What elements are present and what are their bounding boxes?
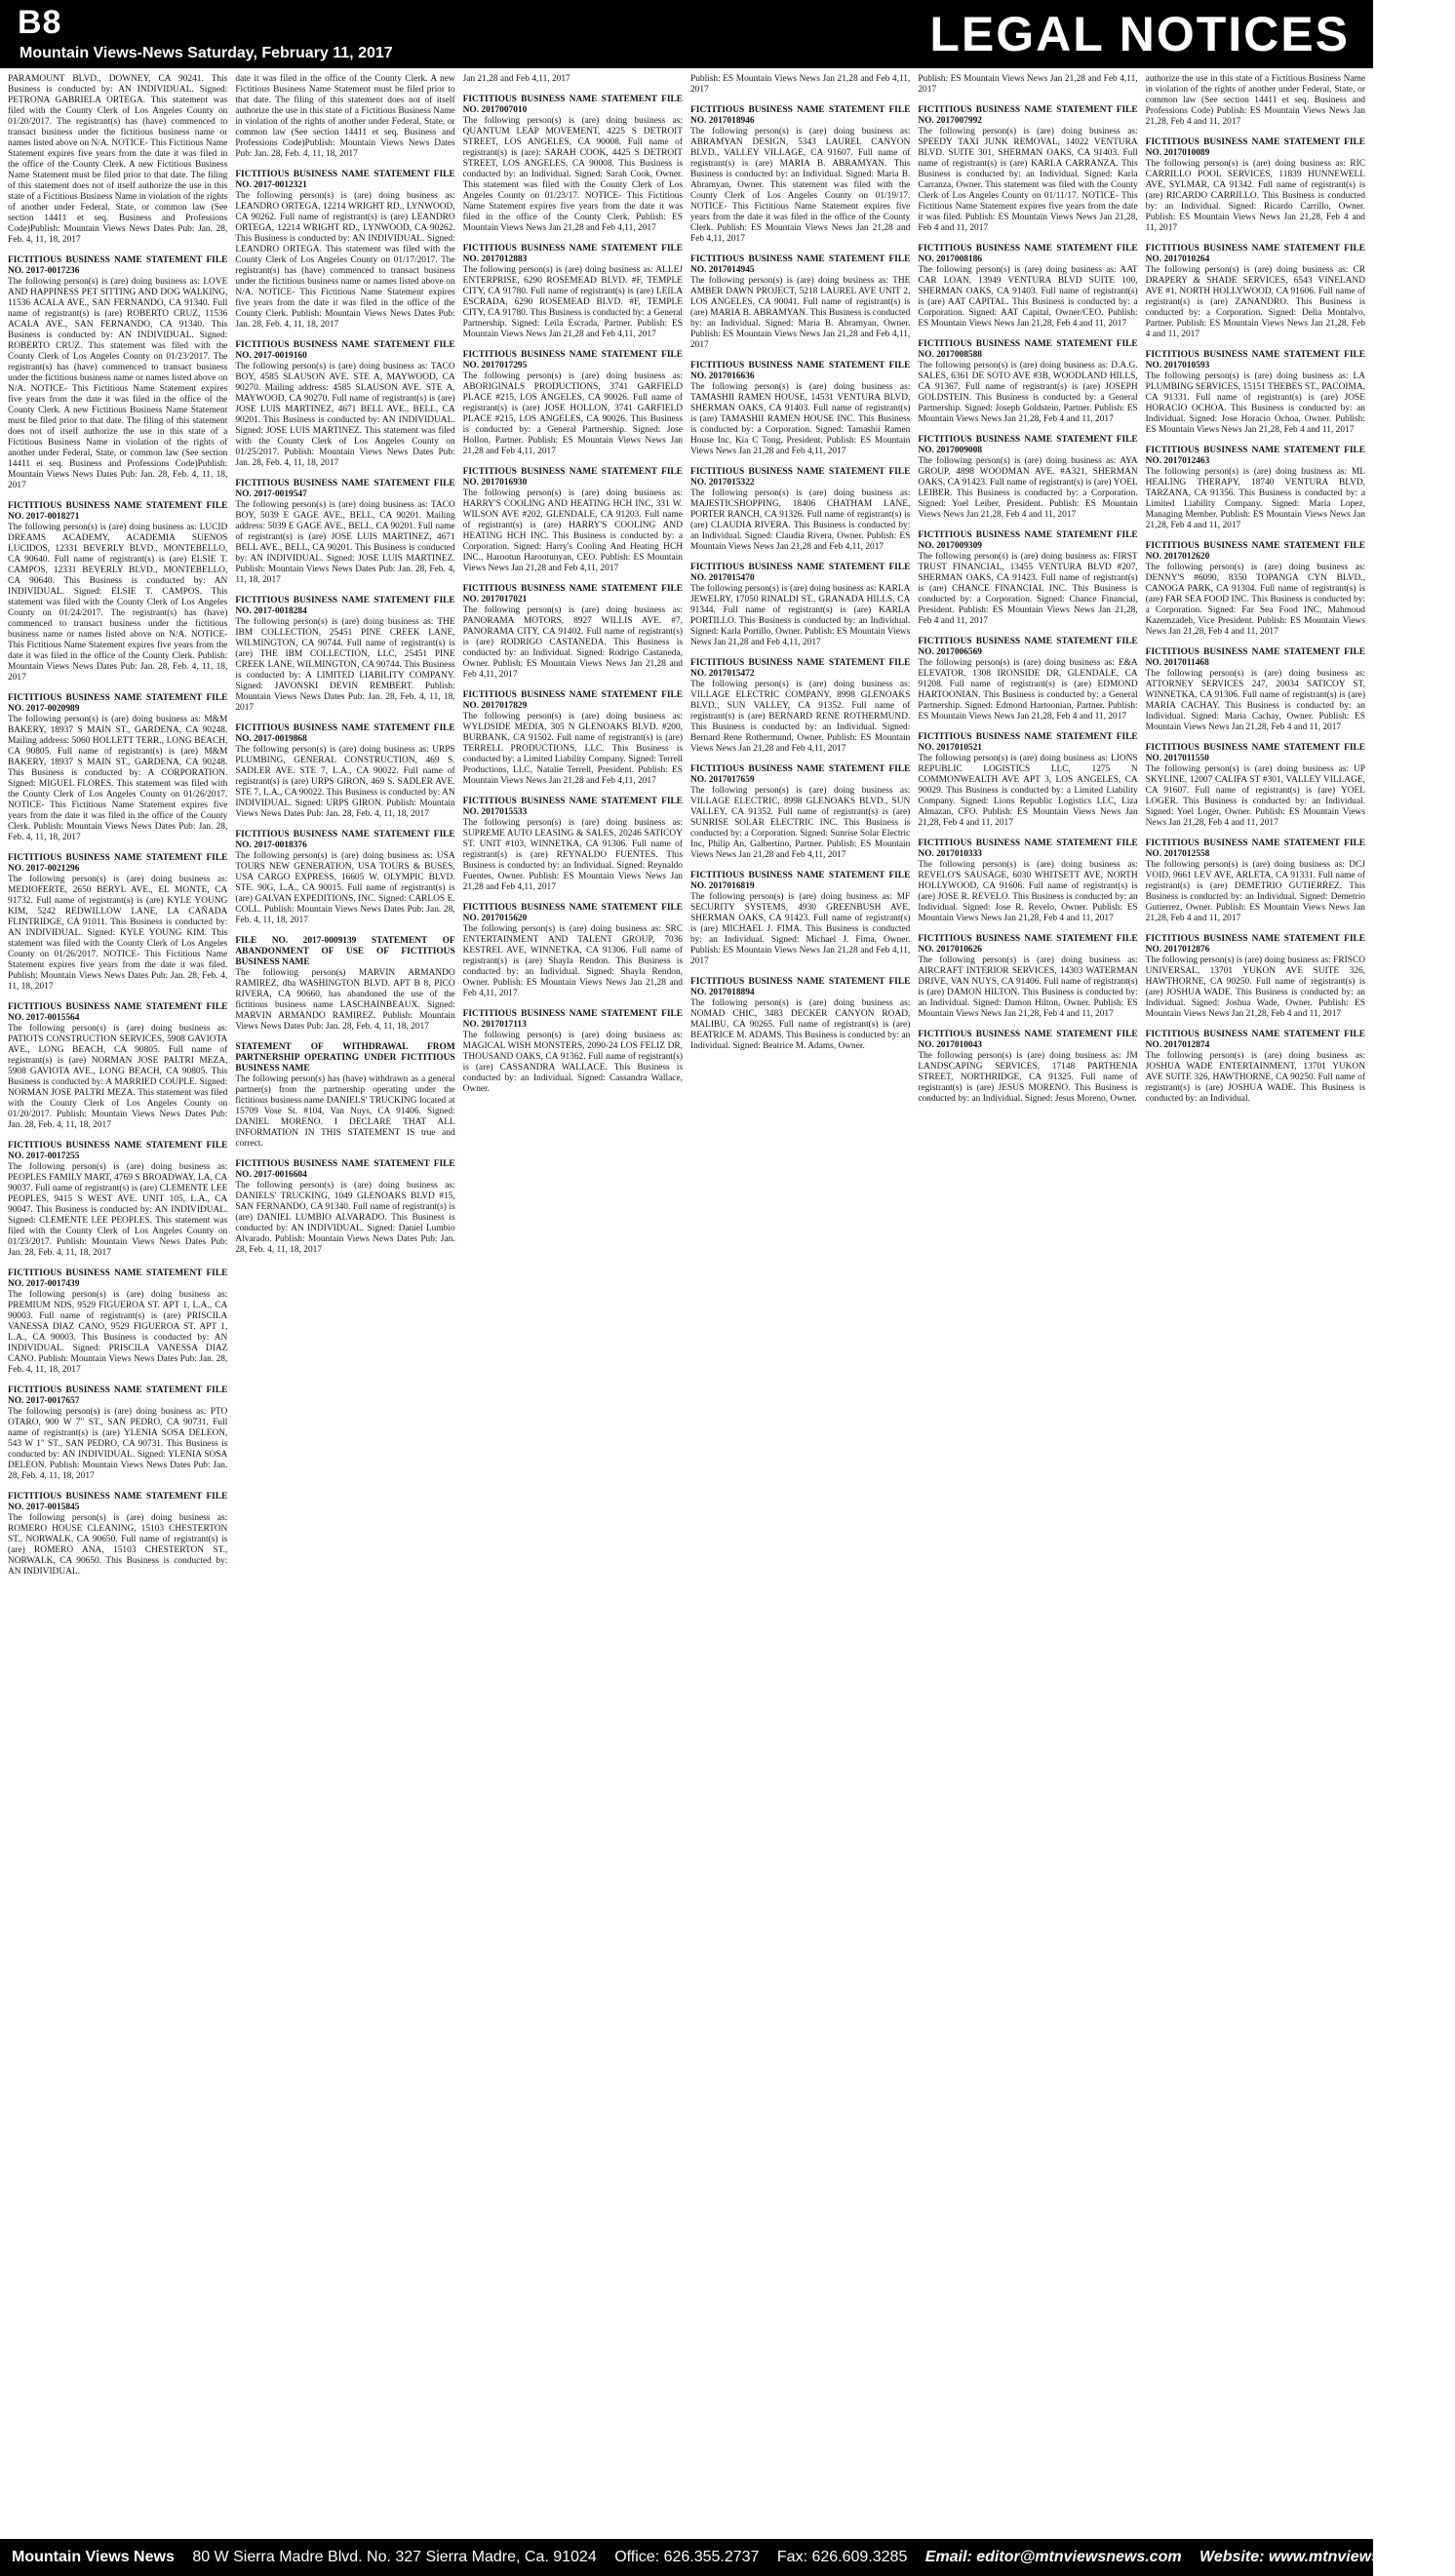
legal-notice: [8, 1141, 227, 1259]
notice-title: FICTITIOUS BUSINESS NAME STATEMENT FILE NO. 2017017659: [689, 764, 911, 785]
notice-title: FICTITIOUS BUSINESS NAME STATEMENT FILE NO. 2017007010: [462, 95, 683, 115]
legal-notice: [8, 74, 227, 246]
notice-body: The following person(s) is (are) doing business as: FRISCO UNIVERSAL, 13701 YUKON AVE SUITE 326, HAWTHORNE, CA 90250. Full name of registrant(s) is (are) JOSHUA WADE. This Business is conducted by: an Individual. Signed: Joshua Wade, Owner. Publish: ES Mountain Views News Jan 21,28, Feb 4 and 11, 2017: [1145, 956, 1365, 1019]
notice-body: The following person(s) is (are) doing business as: PTO OTARO, 900 W 7" ST., SAN PEDRO, CA 90731. Full name of registrant(s) is (are) YLENIA SOSA DELEON, 543 W 1" ST., SAN PEDRO, CA 90731. This Business is conducted by: AN INDIVIDUAL. Signed: YLENIA SOSA DELEON. Publish: Mountain Views News Dates Pub: Jan. 28, Feb. 4, 11, 18, 2017: [8, 1407, 228, 1481]
legal-notice: [463, 1009, 683, 1095]
notice-body: The following person(s) is (are) doing business as: KARLA JEWELRY, 17050 RINALDI ST., GRANADA HILLS, CA 91344. Full name of registrant(s) is (are) KARLA PORTILLO. This Business is conducted by: an Individual. Signed: Karla Portillo, Owner. Publish: ES Mountain Views News Jan 21,28 and Feb 4,11, 2017: [689, 584, 911, 647]
page-footer: [0, 2539, 1455, 2576]
notice-title: FICTITIOUS BUSINESS NAME STATEMENT FILE NO. 2017017113: [462, 1009, 683, 1030]
notice-body: The following person(s) has (have) withdrawn as a general partner(s) from the partnership operating under the fictitious business name DANIELS' TRUCKING located at 15709 Vose St. #104, Van Nuys, CA 91406. Signed: DANIEL MORENO. I DECLARE THAT ALL INFORMATION IN THIS STATEMENT IS true and correct.: [235, 1074, 455, 1149]
notice-body: The following person(s) is (are) doing business as: ML HEALING THERAPY, 18740 VENTURA BLVD, TARZANA, CA 91356. This Business is conducted by: a Limited Liability Company. Signed: Maria Lopez, Managing Member. Publish: ES Mountain Views News Jan 21,28, Feb 4 and 11, 2017: [1145, 467, 1365, 530]
notice-title: FICTITIOUS BUSINESS NAME STATEMENT FILE NO. 2017018894: [689, 977, 911, 997]
legal-notice: [8, 1386, 227, 1482]
notice-title: FICTITIOUS BUSINESS NAME STATEMENT FILE NO. 2017-0015564: [8, 1002, 228, 1023]
notice-title: FICTITIOUS BUSINESS NAME STATEMENT FILE NO. 2017016636: [689, 361, 911, 381]
notice-body: The following person(s) is (are) doing business as: URPS PLUMBING, GENERAL CONSTRUCTION, 469 S. SADLER AVE. STE 7, L.A., CA 90022. Full name of registrant(s) is (are) URPS GIRON, 469 S. SADLER AVE. STE 7, L.A., CA 90022. This Business is conducted by: AN INDIVIDUAL. Signed: URPS GIRON. Publish: Mountain Views News Dates Pub: Jan. 28, Feb. 4, 11, 18, 2017: [235, 745, 455, 819]
footer-address: 80 W Sierra Madre Blvd. No. 327 Sierra Madre, Ca. 91024: [192, 2549, 597, 2565]
legal-notice: [463, 244, 683, 340]
notice-column: [235, 74, 454, 2527]
notice-body: The following person(s) is (are) doing business as: USA TOURS NEW GENERATION, USA TOURS & BUSES, USA CARGO EXPRESS, 16605 W. OLYMPIC BLVD. STE. 90G, L.A., CA 90015. Full name of registrant(s) is (are) GALVAN EXPEDITIONS, INC. Signed: CARLOS E. COLL. Publish: Mountain Views News Dates Pub: Jan. 28, Feb. 4, 11, 18, 2017: [235, 851, 455, 925]
page-number: B8: [18, 4, 62, 41]
notice-title: FICTITIOUS BUSINESS NAME STATEMENT FILE NO. 2017015322: [689, 467, 911, 488]
notice-title: FICTITIOUS BUSINESS NAME STATEMENT FILE NO. 2017009008: [918, 435, 1138, 455]
legal-notice: [690, 254, 910, 351]
legal-notice: [1146, 244, 1365, 340]
notice-title: FICTITIOUS BUSINESS NAME STATEMENT FILE NO. 2017-0017236: [8, 255, 228, 276]
legal-notice: [1146, 541, 1365, 638]
notice-body: The following person(s) is (are) doing business as: REVELO'S SAUSAGE, 6030 WHITSETT AVE, NORTH HOLLYWOOD, CA 91606. Full name of registrant(s) is (are) JOSE R. REVELO. This Business is conducted by: an Individual. Signed: Jose R. Revelo, Owner. Publish: ES Mountain Views News Jan 21,28, Feb 4 and 11, 2017: [918, 860, 1138, 923]
notice-title: FICTITIOUS BUSINESS NAME STATEMENT FILE NO. 2017010521: [918, 732, 1138, 753]
notice-title: FICTITIOUS BUSINESS NAME STATEMENT FILE NO. 2017017295: [462, 350, 683, 371]
legal-notice: [463, 95, 683, 234]
notice-column: [690, 74, 910, 2527]
page-header: [0, 0, 1373, 68]
notice-body: The following person(s) is (are) doing business as: TACO BOY, 5039 E GAGE AVE., BELL, CA 90201. Mailing address: 5039 E GAGE AVE., BELL, CA 90201. Full name of registrant(s) is (are) JOSE LUIS MARTINEZ, 4671 BELL AVE., BELL, CA 90201. This Business is conducted by: AN INDIVIDUAL. Signed: JOSE LUIS MARTINEZ. Publish: Mountain Views News Dates Pub: Jan. 28, Feb. 4, 11, 18, 2017: [235, 500, 455, 585]
notice-title: FICTITIOUS BUSINESS NAME STATEMENT FILE NO. 2017016930: [462, 467, 683, 488]
legal-notice: [918, 839, 1137, 924]
legal-notice: [918, 1030, 1137, 1105]
notice-body: authorize the use in this state of a Fictitious Business Name in violation of the rights of another under Federal, State, or common law (See section 14411 et seq. Business and Professions Code) Publish: ES Mountain Views News Jan 21,28, Feb 4 and 11, 2017: [1145, 74, 1365, 127]
notice-body: The following person(s) is (are) doing business as: CR DRAPERY & SHADE SERVICES, 6543 VINELAND AVE #1, NORTH HOLLYWOOD, CA 91606. Full name of registrant(s) is (are) ZANANDRO. This Business is conducted by: a Corporation. Signed: Delia Montalvo, Partner. Publish: ES Mountain Views News Jan 21,28, Feb 4 and 11, 2017: [1145, 265, 1365, 339]
notice-body: The following person(s) is (are) doing business as: LEANDRO ORTEGA, 12214 WRIGHT RD., LYNWOOD, CA 90262. Full name of registrant(s) is (are) LEANDRO ORTEGA, 12214 WRIGHT RD., LYNWOOD, CA 90262. This Business is conducted by: AN INDIVIDUAL. Signed: LEANDRO ORTEGA. This statement was filed with the County Clerk of Los Angeles County on 01/17/2017. The registrant(s) has (have) commenced to transact business under the fictitious business name or names listed above on N/A. NOTICE- This Fictitious Name Statement expires five years from the date it was filed in the office of the County Clerk. Publish: Mountain Views News Dates Pub: Jan. 28, Feb. 4, 11, 18, 2017: [235, 191, 455, 330]
notice-title: FICTITIOUS BUSINESS NAME STATEMENT FILE NO. 2017012463: [1145, 446, 1365, 466]
legal-notice: [690, 105, 910, 245]
notice-title: FICTITIOUS BUSINESS NAME STATEMENT FILE NO. 2017-0019160: [235, 340, 455, 361]
legal-notice: [235, 830, 454, 926]
notice-body: The following person(s) is (are) doing business as: M&M BAKERY, 18937 S MAIN ST., GARDENA, CA 90248. Mailing address: 5060 HOLLETT TERR., LONG BEACH, CA 90805. Full name of registrant(s) is (are) M&M BAKERY, 18937 S MAIN ST., GARDENA, CA 90248. This Business is conducted by: A CORPORATION. Signed: MIGUEL FLORES. This statement was filed with the County Clerk of Los Angeles County on 01/26/2017. NOTICE- This Fictitious Name Statement expires five years from the date it was filed in the office of the County Clerk. Publish: Mountain Views News Dates Pub: Jan. 28, Feb. 4, 11, 18, 2017: [8, 715, 228, 842]
notice-body: The following person(s) is (are) doing business as: PREMIUM NDS, 9529 FIGUEROA ST. APT 1, L.A., CA 90003. Full name of registrant(s) is (are) PRISCILA VANESSA DIAZ CANO, 9529 FIGUEROA ST. APT 1, L.A., CA 90003. This Business is conducted by: AN INDIVIDUAL. Signed: PRISCILA VANESSA DIAZ CANO. Publish: Mountain Views News Dates Pub: Jan. 28, Feb. 4, 11, 18, 2017: [8, 1290, 228, 1375]
notice-title: FICTITIOUS BUSINESS NAME STATEMENT FILE NO. 2017015533: [462, 797, 683, 817]
notice-body: The following person(s) is (are) doing business as: AAT CAR LOAN, 13949 VENTURA BLVD SUITE 100, SHERMAN OAKS, CA 91403. Full name of registrant(s) is (are) AAT CAPITAL. This Business is conducted by: a Corporation. Signed: AAT Capital, Owner/CEO. Publish: ES Mountain Views News Jan 21,28, Feb 4 and 11, 2017: [918, 265, 1138, 329]
legal-notice: [918, 435, 1137, 521]
notice-body: The following person(s) is (are) doing business as: JOSHUA WADE ENTERTAINMENT, 13701 YUKON AVE SUITE 326, HAWTHORNE, CA 90250. Full name of registrant(s) is (are) JOSHUA WADE. This Business is conducted by: an Individual.: [1145, 1051, 1365, 1104]
notice-body: The following person(s) is (are) doing business as: AYA GROUP, 4898 WOODMAN AVE. #A321, SHERMAN OAKS, CA 91423. Full name of registrant(s) is (are) YOEL LEIBER. This Business is conducted by: a Corporation. Signed: Yoel Leiber, President. Publish: ES Mountain Views News Jan 21,28, Feb 4 and 11, 2017: [918, 456, 1138, 520]
legal-notice: [918, 732, 1137, 829]
notice-title: FICTITIOUS BUSINESS NAME STATEMENT FILE NO. 2017007992: [918, 105, 1138, 126]
notice-body: The following person(s) is (are) doing business as: LA PLUMBING SERVICES, 15151 THEBES ST., PACOIMA, CA 91331. Full name of registrant(s) is (are) JOSE HORACIO OCHOA. This Business is conducted by: an Individual. Signed: Jose Horacio Ochoa, Owner. Publish: ES Mountain Views News Jan 21,28, Feb 4 and 11, 2017: [1145, 371, 1365, 435]
notice-title: FICTITIOUS BUSINESS NAME STATEMENT FILE NO. 2017016819: [689, 871, 911, 891]
notice-title: FICTITIOUS BUSINESS NAME STATEMENT FILE NO. 2017014945: [689, 254, 911, 275]
footer-email: Email: editor@mtnviewsnews.com: [924, 2549, 1182, 2565]
notice-title: FICTITIOUS BUSINESS NAME STATEMENT FILE NO. 2017017829: [462, 690, 683, 711]
legal-notice: [235, 170, 454, 331]
legal-notice: [918, 74, 1137, 96]
footer-office-phone: Office: 626.355.2737: [614, 2549, 760, 2565]
notice-body: The following person(s) is (are) doing business as: TACO BOY, 4585 SLAUSON AVE. STE A, MAYWOOD, CA 90270. Mailing address: 4585 SLAUSON AVE. STE A, MAYWOOD, CA 90270. Full name of registrant(s) is (are) JOSE LUIS MARTINEZ, 4671 BELL AVE., BELL, CA 90201. This Business is conducted by: AN INDIVIDUAL. Signed: JOSE LUIS MARTINEZ. This statement was filed with the County Clerk of Los Angeles County on 01/25/2017. Publish: Mountain Views News Dates Pub: Jan. 28, Feb. 4, 11, 18, 2017: [235, 362, 455, 468]
notice-title: FICTITIOUS BUSINESS NAME STATEMENT FILE NO. 2017-0012321: [235, 170, 455, 190]
legal-notice-columns: [8, 74, 1365, 2527]
notice-body: The following person(s) is (are) doing business as: UP SKYLINE, 12007 CALIFA ST #301, VALLEY VILLAGE, CA 91607. Full name of registrant(s) is (are) YOEL LOGER. This Business is conducted by: an Individual. Signed: Yoel Loger, Owner. Publish: ES Mountain Views News Jan 21,28, Feb 4 and 11, 2017: [1145, 764, 1365, 828]
notice-title: FICTITIOUS BUSINESS NAME STATEMENT FILE NO. 2017-0021296: [8, 853, 228, 874]
notice-body: The following person(s) is (are) doing business as: RIC CARRILLO POOL SERVICES, 11839 HUNNEWELL AVE, SYLMAR, CA 91342. Full name of registrant(s) is (are) RICARDO CARRILLO. This Business is conducted by: an Individual. Signed: Ricardo Carrillo, Owner. Publish: ES Mountain Views News Jan 21,28, Feb 4 and 11, 2017: [1145, 159, 1365, 233]
notice-body: The following person(s) MARVIN ARMANDO RAMIREZ, dba WASHINGTON BLVD. APT B 8, PICO RIVERA, CA 90660, has abandoned the use of the fictitious business name LASCHAINBEAUX. Signed: MARVIN ARMANDO RAMIREZ. Publish: Mountain Views News Dates Pub: Jan. 28, Feb. 4, 11, 18, 2017: [235, 968, 455, 1032]
notice-body: The following person(s) is (are) doing business as: HARRY'S COOLING AND HEATING HCH INC, 331 W. WILSON AVE #202, GLENDALE, CA 91203. Full name of registrant(s) is (are) HARRY'S COOLING AND HEATING HCH INC. This Business is conducted by: a Corporation. Signed: Harry's Cooling And Heating HCH INC., Harootun Harootunyan, CEO. Publish: ES Mountain Views News Jan 21,28 and Feb 4,11, 2017: [462, 488, 683, 573]
notice-title: FICTITIOUS BUSINESS NAME STATEMENT FILE NO. 2017018946: [689, 105, 911, 126]
notice-body: The following person(s) is (are) doing business as: DCJ VOID, 9661 LEV AVE, ARLETA, CA 91331. Full name of registrant(s) is (are) DEMETRIO GUTIERREZ. This Business is conducted by: an Individual. Signed: Demetrio Gutierrez, Owner. Publish: ES Mountain Views News Jan 21,28, Feb 4 and 11, 2017: [1145, 860, 1365, 923]
notice-title: FICTITIOUS BUSINESS NAME STATEMENT FILE NO. 2017-0015845: [8, 1492, 228, 1512]
notice-body: The following person(s) is (are) doing business as: MEDIOFERTE, 2650 BERYL AVE., EL MONTE, CA 91732. Full name of registrant(s) is (are) KYLE YOUNG KIM, 5242 REDWILLOW LANE, LA CAÑADA FLINTRIDGE, CA 91011. This Business is conducted by: AN INDIVIDUAL. Signed: KYLE YOUNG KIM. This statement was filed with the County Clerk of Los Angeles County on 01/26/2017. NOTICE- This Fictitious Name Statement expires five years from the date it was filed. Publish: Mountain Views News Dates Pub: Jan. 28, Feb. 4, 11, 18, 2017: [8, 875, 228, 992]
notice-body: The following person(s) is (are) doing business as: D.A.G. SALES, 6361 DE SOTO AVE #3B, WOODLAND HILLS, CA 91367. Full name of registrant(s) is (are) JOSEPH GOLDSTEIN. This Business is conducted by: a General Partnership. Signed: Joseph Goldstein, Partner. Publish: ES Mountain Views News Jan 21,28, Feb 4 and 11, 2017: [918, 361, 1138, 424]
footer-website: Website: www.mtnviewsnews.com: [1199, 2549, 1455, 2565]
notice-body: The following person(s) is (are) doing business as: THE AMBER DAWN PROJECT, 5218 LAUREL AVE UNIT 2, LOS ANGELES, CA 90041. Full name of registrant(s) is (are) MARIA B. ABRAMYAN. This Business is conducted by: an Individual. Signed: Maria B. Abramyan, Owner. Publish: ES Mountain Views News Jan 21,28 and Feb 4,11, 2017: [689, 276, 911, 350]
legal-notice: [463, 690, 683, 787]
legal-notice: [690, 977, 910, 1052]
notice-title: FICTITIOUS BUSINESS NAME STATEMENT FILE NO. 2017-0019547: [235, 479, 455, 499]
notice-body: The following person(s) is (are) doing business as: DANIELS' TRUCKING, 1049 GLENOAKS BLVD #15, SAN FERNANDO, CA 91340. Full name of registrant(s) is (are) DANIEL LUMBIO ALVARADO. This Business is conducted by: AN INDIVIDUAL. Signed: Daniel Lumbio Alvarado. Publish: Mountain Views News Dates Pub: Jan. 28, Feb. 4, 11, 18, 2017: [235, 1181, 455, 1255]
legal-notice: [1146, 647, 1365, 733]
notice-body: The following person(s) is (are) doing business as: ABORIGINALS PRODUCTIONS, 3741 GARFIELD PLACE #215, LOS ANGELES, CA 90026. Full name of registrant(s) is (are) JOSE HOLLON, 3741 GARFIELD PLACE #215, LOS ANGELES, CA 90026. This Business is conducted by: a General Partnership. Signed: Jose Hollon, Partner. Publish: ES Mountain Views News Jan 21,28 and Feb 4,11, 2017: [462, 371, 683, 456]
notice-title: FICTITIOUS BUSINESS NAME STATEMENT FILE NO. 2017011468: [1145, 647, 1365, 668]
notice-body: The following person(s) is (are) doing business as: ABRAMYAN DESIGN, 5343 LAUREL CANYON BLVD., VALLEY VILLAGE, CA 91607. Full name of registrant(s) is (are) MARIA B. ABRAMYAN. This Business is conducted by: an Individual. Signed: Maria B. Abramyan, Owner. This statement was filed with the County Clerk of Los Angeles County on 01/19/17. NOTICE- This Fictitious Name Statement expires five years from the date it was filed in the office of the County Clerk. Publish: ES Mountain Views News Jan 21,28 and Feb 4,11, 2017: [689, 127, 911, 244]
notice-title: FICTITIOUS BUSINESS NAME STATEMENT FILE NO. 2017009309: [918, 530, 1138, 551]
legal-notice: [1146, 74, 1365, 128]
notice-column: [1146, 74, 1365, 2527]
publication-date-line: Mountain Views-News Saturday, February 11, 2017: [20, 45, 393, 61]
legal-notice: [690, 563, 910, 648]
legal-notice: [235, 340, 454, 469]
notice-title: FICTITIOUS BUSINESS NAME STATEMENT FILE NO. 2017010626: [918, 934, 1138, 955]
notice-title: FICTITIOUS BUSINESS NAME STATEMENT FILE NO. 2017-0017657: [8, 1386, 228, 1406]
notice-title: FICTITIOUS BUSINESS NAME STATEMENT FILE NO. 2017015620: [462, 903, 683, 923]
notice-body: The following person(s) is (are) doing business as: SPEEDY TAXI JUNK REMOVAL, 14022 VENTURA BLVD. SUITE 301, SHERMAN OAKS, CA 91403. Full name of registrant(s) is (are) KARLA CARRANZA. This Business is conducted by: an Individual. Signed: Karla Carranza, Owner. This statement was filed with the County Clerk of Los Angeles County on 01/11/17. NOTICE- This Fictitious Name Statement expires five years from the date it was filed. Publish: ES Mountain Views News Jan 21,28, Feb 4 and 11, 2017: [918, 127, 1138, 233]
legal-notice: [8, 1492, 227, 1578]
legal-notice: [918, 934, 1137, 1020]
notice-column: [918, 74, 1137, 2527]
notice-title: FICTITIOUS BUSINESS NAME STATEMENT FILE NO. 2017-0016604: [235, 1159, 455, 1180]
footer-fax: Fax: 626.609.3285: [776, 2549, 908, 2565]
legal-notice: [8, 501, 227, 683]
legal-notice: [235, 1159, 454, 1256]
legal-notice: [918, 244, 1137, 330]
notice-body: The following person(s) is (are) doing business as: MAJESTICSHOPPING, 18406 CHATHAM LANE, PORTER RANCH, CA 91326. Full name of registrant(s) is (are) CLAUDIA RIVERA. This Business is conducted by: an Individual. Signed: Claudia Rivera, Owner. Publish: ES Mountain Views News Jan 21,28 and Feb 4,11, 2017: [689, 488, 911, 552]
legal-notice: [1146, 934, 1365, 1020]
legal-notice: [8, 693, 227, 843]
notice-title: FICTITIOUS BUSINESS NAME STATEMENT FILE NO. 2017012558: [1145, 839, 1365, 859]
legal-notice: [918, 530, 1137, 627]
legal-notice: [1146, 137, 1365, 234]
notice-title: FICTITIOUS BUSINESS NAME STATEMENT FILE NO. 2017010593: [1145, 350, 1365, 371]
legal-notice: [463, 74, 683, 85]
legal-notice: [463, 797, 683, 893]
legal-notice: [918, 637, 1137, 722]
notice-title: FICTITIOUS BUSINESS NAME STATEMENT FILE NO. 2017012876: [1145, 934, 1365, 955]
legal-notice: [690, 74, 910, 96]
footer-publication: Mountain Views News: [12, 2549, 175, 2565]
legal-notice: [8, 1002, 227, 1131]
notice-title: FICTITIOUS BUSINESS NAME STATEMENT FILE NO. 2017-0019868: [235, 723, 455, 744]
notice-title: STATEMENT OF WITHDRAWAL FROM PARTNERSHIP OPERATING UNDER FICTITIOUS BUSINESS NAME: [235, 1042, 455, 1073]
legal-notice: [235, 936, 454, 1033]
notice-body: The following person(s) is (are) doing business as: FIRST TRUST FINANCIAL, 13455 VENTURA BLVD #207, SHERMAN OAKS, CA 91423. Full name of registrant(s) is (are) CHANCE FINANCIAL INC. This Business is conducted by: a Corporation. Signed: Chance Financial, President. Publish: ES Mountain Views News Jan 21,28, Feb 4 and 11, 2017: [918, 552, 1138, 626]
notice-title: FICTITIOUS BUSINESS NAME STATEMENT FILE NO. 2017012883: [462, 244, 683, 264]
notice-column: [8, 74, 227, 2527]
legal-notice: [1146, 743, 1365, 829]
legal-notice: [463, 350, 683, 457]
notice-body: The following person(s) is (are) doing business as: PANORAMA MOTORS, 8927 WILLIS AVE. #7, PANORAMA CITY, CA 91402. Full name of registrant(s) is (are) RODRIGO CASTANEDA. This Business is conducted by: an Individual. Signed: Rodrigo Castaneda, Owner. Publish: ES Mountain Views News Jan 21,28 and Feb 4,11, 2017: [462, 605, 683, 680]
notice-title: FICTITIOUS BUSINESS NAME STATEMENT FILE NO. 2017012620: [1145, 541, 1365, 562]
notice-body: The following person(s) is (are) doing business as: ALLEJ ENTERPRISE, 6290 ROSEMEAD BLVD. #F, TEMPLE CITY, CA 91780. Full name of registrant(s) is (are) LEILA ESCRADA, 6290 ROSEMEAD BLVD. #F, TEMPLE CITY, CA 91780. This Business is conducted by: a General Partnership. Signed: Leila Escrada, Partner. Publish: ES Mountain Views News Jan 21,28 and Feb 4,11, 2017: [462, 265, 683, 339]
notice-body: The following person(s) is (are) doing business as: JM LANDSCAPING SERVICES, 17148 PARTHENIA STREET, NORTHRIDGE, CA 91325. Full name of registrant(s) is (are) JESUS MORENO. This Business is conducted by: an Individual. Signed: Jesus Moreno, Owner.: [918, 1051, 1138, 1104]
notice-column: [463, 74, 683, 2527]
section-title: LEGAL NOTICES: [929, 7, 1350, 61]
notice-title: FICTITIOUS BUSINESS NAME STATEMENT FILE NO. 2017-0017255: [8, 1141, 228, 1161]
notice-title: FICTITIOUS BUSINESS NAME STATEMENT FILE NO. 2017-0018271: [8, 501, 228, 522]
legal-notice: [690, 467, 910, 553]
notice-body: The following person(s) is (are) doing business as: NOMAD CHIC, 3483 DECKER CANYON ROAD, MALIBU, CA 90265. Full name of registrant(s) is (are) BEATRICE M. ADAMS. This Business is conducted by: an Individual. Signed: Beatrice M. Adams, Owner.: [689, 998, 911, 1051]
notice-body: The following person(s) is (are) doing business as: ROMERO HOUSE CLEANING, 15103 CHESTERTON ST., NORWALK, CA 90650. Full name of registrant(s) is (are) ROMERO ANA, 15103 CHESTERTON ST., NORWALK, CA 90650. This Business is conducted by: AN INDIVIDUAL.: [8, 1513, 228, 1577]
notice-body: The following person(s) is (are) doing business as: THE IBM COLLECTION, 25451 PINE CREEK LANE, WILMINGTON, CA 90744. Full name of registrant(s) is (are) THE IBM COLLECTION, LLC, 25451 PINE CREEK LANE, WILMINGTON, CA 90744. This Business is conducted by: A LIMITED LIABILITY COMPANY. Signed: JAVONSKI DEVIN REMBERT. Publish: Mountain Views News Dates Pub: Jan. 28, Feb. 4, 11, 18, 2017: [235, 617, 455, 713]
notice-title: FILE NO. 2017-0009139 STATEMENT OF ABANDONMENT OF USE OF FICTITIOUS BUSINESS NAME: [235, 936, 455, 967]
legal-notice: [1146, 1030, 1365, 1105]
notice-body: The following person(s) is (are) doing business as: E&A ELEVATOR, 1308 IRONSIDE DR, GLENDALE, CA 91208. Full name of registrant(s) is (are) EDMOND HARTOONIAN. This Business is conducted by: a General Partnership. Signed: Edmond Hartoonian, Partner. Publish: ES Mountain Views News Jan 21,28, Feb 4 and 11, 2017: [918, 658, 1138, 722]
legal-notice: [235, 74, 454, 160]
notice-body: The following person(s) is (are) doing business as: LUCID DREAMS ACADEMY, ACADEMIA SUENOS LUCIDOS, 12331 BEVERLY BLVD., MONTEBELLO, CA 90640. Full name of registrant(s) is (are) ELSIE T. CAMPOS, 12331 BEVERLY BLVD., MONTEBELLO, CA 90640. This Business is conducted by: AN INDIVIDUAL. Signed: ELSIE T. CAMPOS. This statement was filed with the County Clerk of Los Angeles County on 01/24/2017. The registrant(s) has (have) commenced to transact business under the fictitious business name or names listed above on N/A. NOTICE- This Fictitious Name Statement expires five years from the date it was filed in the office of the County Clerk. Publish: Mountain Views News Dates Pub: Jan. 28, Feb. 4, 11, 18, 2017: [8, 523, 228, 683]
notice-title: FICTITIOUS BUSINESS NAME STATEMENT FILE NO. 2017010043: [918, 1030, 1138, 1050]
notice-body: Publish: ES Mountain Views News Jan 21,28 and Feb 4,11, 2017: [918, 74, 1138, 95]
notice-title: FICTITIOUS BUSINESS NAME STATEMENT FILE NO. 2017011550: [1145, 743, 1365, 763]
legal-notice: [1146, 350, 1365, 436]
legal-notice: [1146, 839, 1365, 924]
notice-body: Jan 21,28 and Feb 4,11, 2017: [462, 74, 570, 84]
notice-title: FICTITIOUS BUSINESS NAME STATEMENT FILE NO. 2017015470: [689, 563, 911, 583]
notice-body: The following person(s) is (are) doing business as: WYLDSIDE MEDIA, 305 N GLENOAKS BLVD. #200, BURBANK, CA 91502. Full name of registrant(s) is (are) TERRELL PRODUCTIONS, LLC. This Business is conducted by: a Limited Liability Company. Signed: Terrell Productions, LLC, Natalie Terrell, President. Publish: ES Mountain Views News Jan 21,28 and Feb 4,11, 2017: [462, 712, 683, 786]
notice-body: The following person(s) is (are) doing business as: VILLAGE ELECTRIC COMPANY, 8998 GLENOAKS BLVD., SUN VALLEY, CA 91352. Full name of registrant(s) is (are) BERNARD RENE ROTHERMUND. This Business is conducted by: an Individual. Signed: Bernard Rene Rothermund, Owner. Publish: ES Mountain Views News Jan 21,28 and Feb 4,11, 2017: [689, 680, 911, 754]
legal-notice: [463, 467, 683, 574]
legal-notice: [918, 105, 1137, 234]
notice-body: Publish: ES Mountain Views News Jan 21,28 and Feb 4,11, 2017: [689, 74, 911, 95]
notice-body: date it was filed in the office of the County Clerk. A new Fictitious Business Name Statement must be filed prior to that date. The filing of this statement does not of itself authorize the use in this state of a Fictitious Business Name in violation of the rights of another under Federal, State, or common law (See section 14411 et seq. Business and Professions Code)Publish: Mountain Views News Dates Pub: Jan. 28, Feb. 4, 11, 18, 2017: [235, 74, 455, 159]
legal-notice: [918, 339, 1137, 425]
notice-body: The following person(s) is (are) doing business as: VILLAGE ELECTRIC, 8998 GLENOAKS BLVD., SUN VALLEY, CA 91352. Full name of registrant(s) is (are) SUNRISE SOLAR ELECTRIC INC. This Business is conducted by: a Corporation. Signed: Sunrise Solar Electric Inc, Philip An, Galbertino, Partner. Publish: ES Mountain Views News Jan 21,28 and Feb 4,11, 2017: [689, 786, 911, 860]
notice-body: The following person(s) is (are) doing business as: TAMASHII RAMEN HOUSE, 14531 VENTURA BLVD, SHERMAN OAKS, CA 91403. Full name of registrant(s) is (are) TAMASHII RAMEN HOUSE INC. This Business is conducted by: a Corporation. Signed: Tamashii Ramen House Inc, Kia C Tong, President. Publish: ES Mountain Views News Jan 21,28 and Feb 4,11, 2017: [689, 382, 911, 456]
legal-notice: [235, 723, 454, 820]
legal-notice: [8, 853, 227, 993]
notice-title: FICTITIOUS BUSINESS NAME STATEMENT FILE NO. 2017008186: [918, 244, 1138, 264]
legal-notice: [463, 903, 683, 999]
notice-title: FICTITIOUS BUSINESS NAME STATEMENT FILE NO. 2017017021: [462, 584, 683, 605]
notice-title: FICTITIOUS BUSINESS NAME STATEMENT FILE NO. 2017008588: [918, 339, 1138, 360]
notice-body: The following person(s) is (are) doing business as: ATTORNEY SERVICES 247, 20034 SATICOY ST, WINNETKA, CA 91306. Full name of registrant(s) is (are) MARIA CACHAY. This Business is conducted by: an Individual. Signed: Maria Cachay, Owner. Publish: ES Mountain Views News Jan 21,28, Feb 4 and 11, 2017: [1145, 669, 1365, 732]
notice-title: FICTITIOUS BUSINESS NAME STATEMENT FILE NO. 2017012874: [1145, 1030, 1365, 1050]
notice-body: The following person(s) is (are) doing business as: PATIOTS CONSTRUCTION SERVICES, 5908 GAVIOTA AVE., LONG BEACH, CA 90805. Full name of registrant(s) is (are) NORMAN JOSE PALTRI MEZA, 5908 GAVIOTA AVE., LONG BEACH, CA 90805. This Business is conducted by: A MARRIED COUPLE. Signed: NORMAN JOSE PALTRI MEZA. This statement was filed with the County Clerk of Los Angeles County on 01/20/2017. Publish: Mountain Views News Dates Pub: Jan. 28, Feb. 4, 11, 18, 2017: [8, 1024, 228, 1130]
legal-notice: [690, 361, 910, 457]
notice-title: FICTITIOUS BUSINESS NAME STATEMENT FILE NO. 2017-0018284: [235, 596, 455, 616]
notice-title: FICTITIOUS BUSINESS NAME STATEMENT FILE NO. 2017015472: [689, 658, 911, 679]
notice-title: FICTITIOUS BUSINESS NAME STATEMENT FILE NO. 2017010089: [1145, 137, 1365, 158]
legal-notice: [235, 1042, 454, 1150]
legal-notice: [8, 255, 227, 491]
legal-notice: [8, 1268, 227, 1376]
notice-body: The following person(s) is (are) doing business as: LIONS REPUBLIC LOGISTICS LLC, 1275 N COMMONWEALTH AVE APT 3, LOS ANGELES, CA 90029. This Business is conducted by: a Limited Liability Company. Signed: Lions Republic Logistics LLC, Liza Almazan, CFO. Publish: ES Mountain Views News Jan 21,28, Feb 4 and 11, 2017: [918, 754, 1138, 828]
notice-body: PARAMOUNT BLVD., DOWNEY, CA 90241. This Business is conducted by: AN INDIVIDUAL. Signed: PETRONA GABRIELA ORTEGA. This statement was filed with the County Clerk of Los Angeles County on 01/20/2017. The registrant(s) has (have) commenced to transact business under the fictitious business name or names listed above on N/A. NOTICE- This Fictitious Name Statement expires five years from the date it was filed in the office of the County Clerk. A new Fictitious Business Name Statement must be filed prior to that date. The filing of this statement does not of itself authorize the use in this state of a Fictitious Business Name in violation of the rights of another under Federal, State, or common law (See section 14411 et seq. Business and Professions Code)Publish: Mountain Views News Dates Pub: Jan. 28, Feb. 4, 11, 18, 2017: [8, 74, 228, 245]
notice-body: The following person(s) is (are) doing business as: AIRCRAFT INTERIOR SERVICES, 14303 WATERMAN DRIVE, VAN NUYS, CA 91406. Full name of registrant(s) is (are) DAMON HILTON. This Business is conducted by: an Individual. Signed: Damon Hilton, Owner. Publish: ES Mountain Views News Jan 21,28, Feb 4 and 11, 2017: [918, 956, 1138, 1019]
notice-title: FICTITIOUS BUSINESS NAME STATEMENT FILE NO. 2017-0020989: [8, 693, 228, 714]
notice-body: The following person(s) is (are) doing business as: LOVE AND HAPPINESS PET SITTING AND DOG WALKING, 11536 ACALA AVE., SAN FERNANDO, CA 91340. Full name of registrant(s) is (are) ROBERTO CRUZ, 11536 ACALA AVE., SAN FERNANDO, CA 91340. This Business is conducted by: AN INDIVIDUAL. Signed: ROBERTO CRUZ. This statement was filed with the County Clerk of Los Angeles County on 01/23/2017. The registrant(s) has (have) commenced to transact business under the fictitious business name or names listed above on N/A. NOTICE- This Fictitious Name Statement expires five years from the date it was filed in the office of the County Clerk. A new Fictitious Business Name Statement must be filed prior to that date. The filing of this statement does not of itself authorize the use in this state of a Fictitious Business Name in violation of the rights of another under Federal, State, or common law (See section 14411 et seq. Business and Professions Code)Publish: Mountain Views News Dates Pub: Jan. 28, Feb. 4, 11, 18, 2017: [8, 277, 228, 490]
notice-title: FICTITIOUS BUSINESS NAME STATEMENT FILE NO. 2017-0017439: [8, 1268, 228, 1289]
legal-notice: [235, 596, 454, 714]
notice-title: FICTITIOUS BUSINESS NAME STATEMENT FILE NO. 2017006569: [918, 637, 1138, 657]
legal-notice: [690, 764, 910, 861]
notice-body: The following person(s) is (are) doing business as: SUPREME AUTO LEASING & SALES, 20246 SATICOY ST. UNIT #103, WINNETKA, CA 91306. Full name of registrant(s) is (are) REYNALDO FUENTES. This Business is conducted by: an Individual. Signed: Reynaldo Fuentes, Owner. Publish: ES Mountain Views News Jan 21,28 and Feb 4,11, 2017: [462, 818, 683, 892]
notice-body: The following person(s) is (are) doing business as: PEOPLES FAMILY MART, 4769 S BROADWAY, LA, CA 90037. Full name of registrant(s) is (are) CLEMENTE LEE PEOPLES, 9415 S WEST AVE. UNIT 105, L.A., CA 90047. This Business is conducted by: AN INDIVIDUAL. Signed: CLEMENTE LEE PEOPLES. This statement was filed with the County Clerk of Los Angeles County on 01/23/2017. Publish: Mountain Views News Dates Pub: Jan. 28, Feb. 4, 11, 18, 2017: [8, 1162, 228, 1258]
notice-body: The following person(s) is (are) doing business as: MF SECURITY SYSTEMS, 4930 GREENBUSH AVE, SHERMAN OAKS, CA 91423. Full name of registrant(s) is (are) MICHAEL J. FIMA. This Business is conducted by: an Individual. Signed: Michael J. Fima, Owner. Publish: ES Mountain Views News Jan 21,28 and Feb 4,11, 2017: [689, 892, 911, 966]
legal-notice: [235, 479, 454, 586]
notice-body: The following person(s) is (are) doing business as: MAGICAL WISH MONSTERS, 2090-24 LOS FELIZ DR, THOUSAND OAKS, CA 91362. Full name of registrant(s) is (are) CASSANDRA WALLACE. This Business is conducted by: an Individual. Signed: Cassandra Wallace, Owner.: [462, 1031, 683, 1094]
notice-body: The following person(s) is (are) doing business as: QUANTUM LEAP MOVEMENT, 4225 S DETROIT STREET, LOS ANGELES, CA 90008. Full name of registrant(s) is (are): SARAH COOK, 4425 S DETROIT STREET, LOS ANGELES, CA 90008. This Business is conducted by: an Individual. Signed: Sarah Cook, Owner. This statement was filed with the County Clerk of Los Angeles County on 01/23/17. NOTICE- This Fictitious Name Statement expires five years from the date it was filed in the office of the County Clerk. Publish: ES Mountain Views News Jan 21,28 and Feb 4,11, 2017: [462, 116, 683, 233]
legal-notice: [690, 871, 910, 967]
notice-title: FICTITIOUS BUSINESS NAME STATEMENT FILE NO. 2017010264: [1145, 244, 1365, 264]
notice-title: FICTITIOUS BUSINESS NAME STATEMENT FILE NO. 2017-0018376: [235, 830, 455, 850]
legal-notice: [1146, 446, 1365, 531]
legal-notice: [690, 658, 910, 755]
notice-body: The following person(s) is (are) doing business as: DENNY'S #6090, 8350 TOPANGA CYN BLVD., CANOGA PARK, CA 91304. Full name of registrant(s) is (are) FAR SEA FOOD INC. This Business is conducted by: a Corporation. Signed: Far Sea Food INC, Mahmoud Kazemzadeh, Vice President. Publish: ES Mountain Views News Jan 21,28, Feb 4 and 11, 2017: [1145, 563, 1365, 637]
notice-title: FICTITIOUS BUSINESS NAME STATEMENT FILE NO. 2017010333: [918, 839, 1138, 859]
notice-body: The following person(s) is (are) doing business as: SRC ENTERTAINMENT AND TALENT GROUP, 7036 KESTREL AVE, WINNETKA, CA 91306. Full name of registrant(s) is (are) Shayla Rendon. This Business is conducted by: an Individual. Signed: Shayla Rendon, Owner. Publish: ES Mountain Views News Jan 21,28 and Feb 4,11, 2017: [462, 924, 683, 998]
legal-notice: [463, 584, 683, 681]
